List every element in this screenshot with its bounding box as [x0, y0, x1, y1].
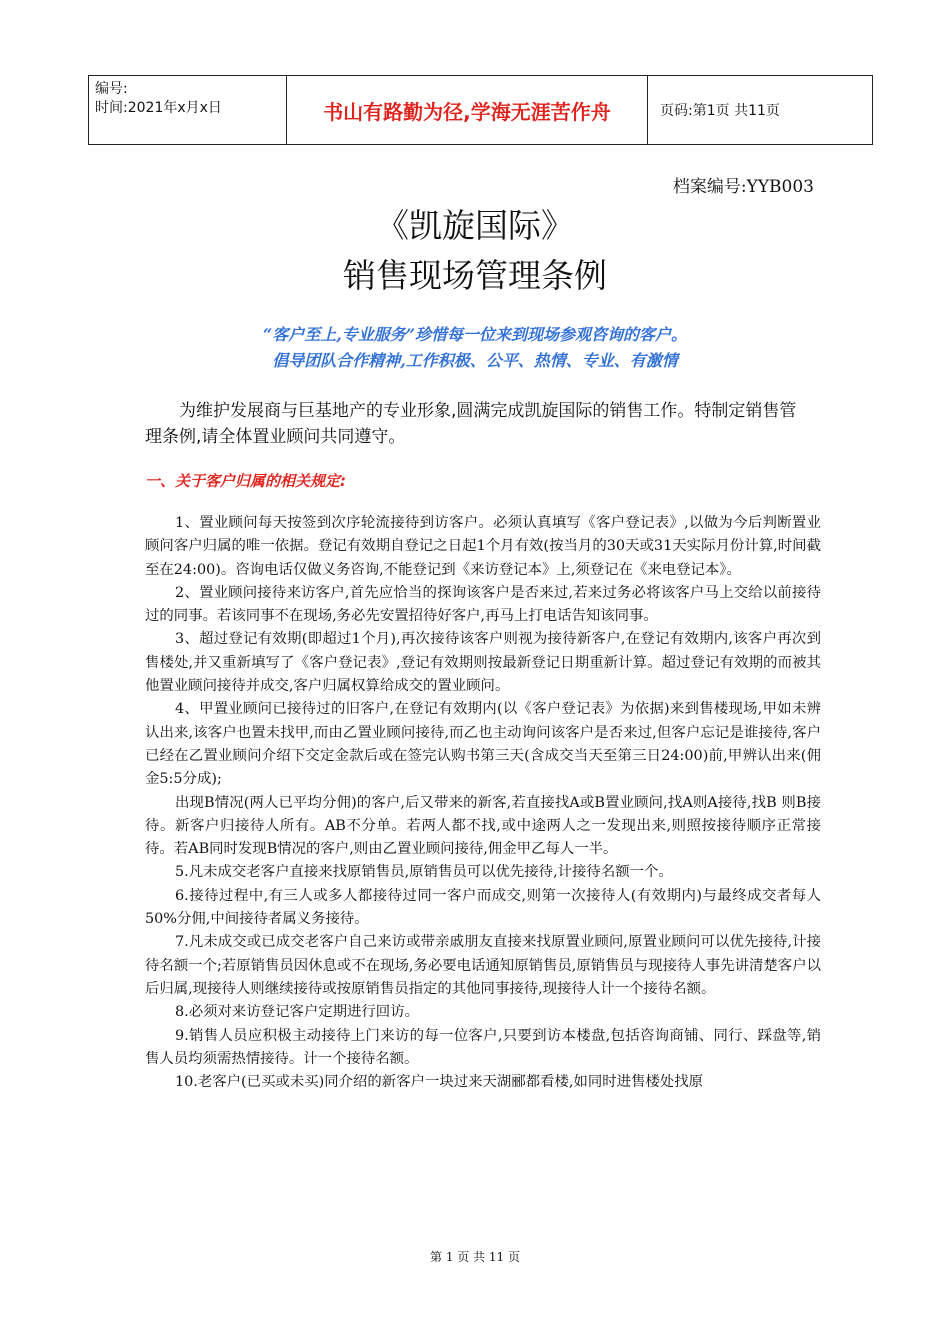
paragraph: 6.接待过程中,有三人或多人都接待过同一客户而成交,则第一次接待人(有效期内)与最终成交者每人50%分佣,中间接待者属义务接待。	[145, 887, 821, 928]
paragraph: 5.凡未成交老客户直接来找原销售员,原销售员可以优先接待,计接待名额一个。	[175, 864, 673, 881]
archive-number: 档案编号:YYB003	[672, 177, 814, 197]
number-label: 编号:	[95, 81, 128, 97]
document-header-table	[88, 75, 873, 145]
paragraph: 2、置业顾问接待来访客户,首先应恰当的探询该客户是否来过,若来过务必将该客户马上交给以前接待过的同事。若该同事不在现场,务必先安置招待好客户,再马上打电话告知该同事。	[145, 584, 821, 625]
document-title-line2: 销售现场管理条例	[343, 256, 607, 295]
intro-paragraph: 为维护发展商与巨基地产的专业形象,圆满完成凯旋国际的销售工作。特制定销售管理条例,请全体置业顾问共同遵守。	[145, 401, 797, 447]
paragraph: 4、甲置业顾问已接待过的旧客户,在登记有效期内(以《客户登记表》为依据)来到售楼现场,甲如未辨认出来,该客户也置未找甲,而由乙置业顾问接待,而乙也主动询问该客户是否来过,但客户忘记是谁接待,客户已经在乙置业顾问介绍下交定金款后或在签完认购书第三天(含成交当天至第三日24:00)前,甲辨认出来(佣金5:5分成);	[145, 701, 821, 788]
page-footer: 第 1 页 共 11 页	[430, 1250, 520, 1264]
paragraph: 10.老客户(已买或未买)同介绍的新客户一块过来天湖郦都看楼,如同时进售楼处找原	[175, 1074, 703, 1091]
header-motto: 书山有路勤为径,学海无涯苦作舟	[287, 76, 648, 144]
paragraph: 3、超过登记有效期(即超过1个月),再次接待该客户则视为接待新客户,在登记有效期内,该客户再次到售楼处,并又重新填写了《客户登记表》,登记有效期则按最新登记日期重新计算。超过登记有效期的而被其他置业顾问接待并成交,客户归属权算给成交的置业顾问。	[145, 631, 821, 695]
paragraph: 8.必须对来访登记客户定期进行回访。	[175, 1004, 419, 1021]
paragraph: 9.销售人员应积极主动接待上门来访的每一位客户,只要到访本楼盘,包括咨询商铺、同行、踩盘等,销售人员均须需热情接待。计一个接待名额。	[145, 1027, 821, 1067]
slogan-line1: “客户至上,专业服务”珍惜每一位来到现场参观咨询的客户。	[263, 325, 687, 344]
slogan-line2: 倡导团队合作精神,工作积极、公平、热情、专业、有激情	[272, 351, 678, 370]
paragraph: 1、置业顾问每天按签到次序轮流接待到访客户。必须认真填写《客户登记表》,以做为今后判断置业顾问客户归属的唯一依据。登记有效期自登记之日起1个月有效(按当月的30天或31天实际月份计算,时间截至在24:00)。咨询电话仅做义务咨询,不能登记到《来访登记本》上,须登记在《来电登记本》。	[145, 515, 821, 578]
document-title-line1: 《凯旋国际》	[376, 206, 574, 245]
paragraph: 7.凡未成交或已成交老客户自己来访或带亲戚朋友直接来找原置业顾问,原置业顾问可以优先接待,计接待名额一个;若原销售员因休息或不在现场,务必要电话通知原销售员,原销售员与现接待人事先讲清楚客户以后归属,现接待人则继续接待或按原销售员指定的其他同事接待,现接待人计一个接待名额。	[145, 934, 821, 997]
paragraph: 出现B情况(两人已平均分佣)的客户,后又带来的新客,若直接找A或B置业顾问,找A则A接待,找B 则B接待。新客户归接待人所有。AB不分单。若两人都不找,或中途两人之一发现出来,则照按接待顺序正常接待。若AB同时发现B情况的客户,则由乙置业顾问接待,佣金甲乙每人一半。	[145, 794, 821, 858]
section-body	[145, 512, 821, 1094]
header-meta-cell	[89, 76, 287, 144]
header-page-info: 页码:第1页 共11页	[660, 103, 780, 119]
section-title: 一、关于客户归属的相关规定:	[145, 472, 346, 490]
time-label: 时间:2021年x月x日	[95, 100, 222, 116]
